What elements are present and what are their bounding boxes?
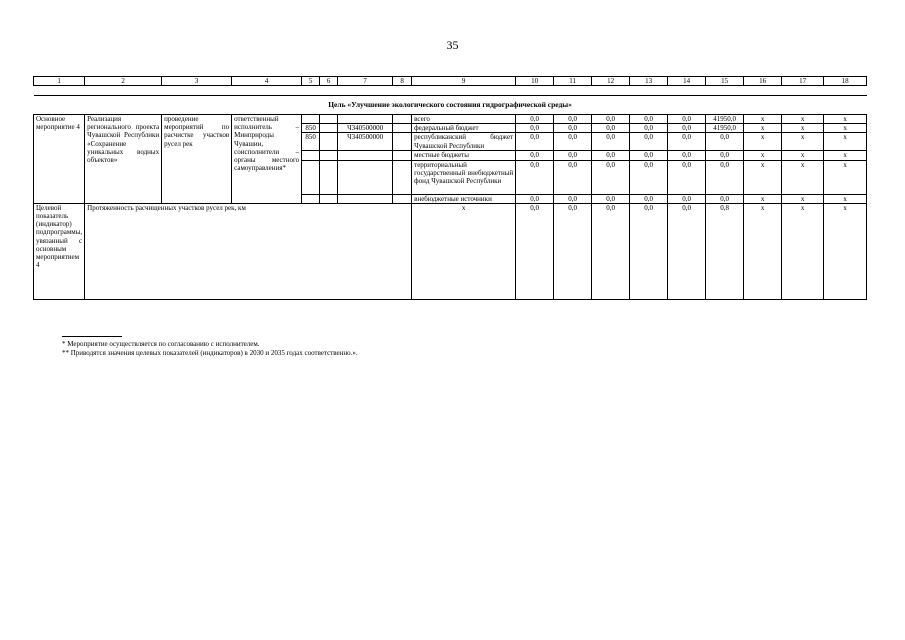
col-num: 15	[706, 77, 744, 86]
cell-col5: 850	[302, 133, 320, 151]
cell-value: 0,0	[706, 151, 744, 160]
footnote: * Мероприятие осуществляется по согласованию с исполнителем.	[62, 340, 260, 348]
cell-value: 0,0	[668, 133, 706, 151]
indicator-description: Протяженность расчищенных участков русел рек, км	[85, 203, 412, 299]
cell-value: 0,0	[706, 133, 744, 151]
measure-name: Основное мероприятие 4	[34, 115, 85, 204]
cell-value: 0,0	[706, 194, 744, 203]
cell-value: 0,0	[554, 133, 592, 151]
cell-value: 0,0	[592, 151, 630, 160]
cell-value: 0,0	[668, 160, 706, 194]
cell-value: 0,0	[592, 194, 630, 203]
cell-value: x	[782, 115, 824, 124]
section-title: Цель «Улучшение экологического состояния гидрографической среды»	[34, 96, 867, 115]
col-num: 2	[85, 77, 162, 86]
cell-value: x	[744, 203, 782, 299]
cell-col6	[320, 194, 338, 203]
col-num: 11	[554, 77, 592, 86]
cell-col6	[320, 124, 338, 133]
col-num: 9	[412, 77, 516, 86]
measure-description: Реализация регионального проекта Чувашской Республики «Сохранение уникальных водных объектов»	[85, 115, 162, 204]
cell-value: 0,0	[554, 115, 592, 124]
cell-value: x	[782, 194, 824, 203]
cell-value: x	[824, 151, 867, 160]
cell-value: 41950,0	[706, 115, 744, 124]
cell-source: территориальный государственный внебюджетный фонд Чувашской Республики	[412, 160, 516, 194]
col-num: 4	[232, 77, 302, 86]
cell-col8	[393, 133, 412, 151]
footnote-separator	[62, 336, 122, 337]
col-num: 8	[393, 77, 412, 86]
cell-value: 0,0	[516, 151, 554, 160]
cell-source: внебюджетные источники	[412, 194, 516, 203]
col-num: 18	[824, 77, 867, 86]
cell-value: 0,0	[516, 203, 554, 299]
table-row	[34, 115, 867, 124]
cell-source: республиканский бюджет Чувашской Республики	[412, 133, 516, 151]
cell-col6	[320, 160, 338, 194]
cell-col7	[338, 194, 393, 203]
cell-value: x	[824, 203, 867, 299]
col-num: 17	[782, 77, 824, 86]
cell-col5	[302, 160, 320, 194]
cell-value: 0,0	[516, 133, 554, 151]
cell-value: x	[782, 133, 824, 151]
cell-value: x	[744, 124, 782, 133]
cell-value: x	[782, 124, 824, 133]
cell-value: x	[782, 160, 824, 194]
cell-value: 0,0	[516, 160, 554, 194]
page-number: 35	[446, 38, 459, 52]
cell-source: всего	[412, 115, 516, 124]
cell-col7	[338, 160, 393, 194]
cell-col8	[393, 124, 412, 133]
cell-value: 0,0	[668, 203, 706, 299]
col-num: 13	[630, 77, 668, 86]
col-num: 14	[668, 77, 706, 86]
cell-col8	[393, 151, 412, 160]
cell-value: x	[744, 160, 782, 194]
cell-value: 0,0	[554, 203, 592, 299]
cell-col8	[393, 115, 412, 124]
cell-value: 0,0	[592, 203, 630, 299]
cell-value: 0,8	[706, 203, 744, 299]
cell-value: 0,0	[516, 194, 554, 203]
cell-value: x	[782, 151, 824, 160]
cell-value: x	[744, 115, 782, 124]
cell-value: 0,0	[668, 194, 706, 203]
cell-value: x	[744, 194, 782, 203]
section-title-row	[34, 96, 867, 115]
col-num: 6	[320, 77, 338, 86]
cell-value: x	[744, 133, 782, 151]
cell-value: 0,0	[630, 133, 668, 151]
col-num: 16	[744, 77, 782, 86]
measure-activity: проведение мероприятий по расчистке участков русел рек	[162, 115, 232, 204]
cell-value: x	[824, 124, 867, 133]
col-num: 3	[162, 77, 232, 86]
cell-col6	[320, 115, 338, 124]
cell-value: 0,0	[554, 151, 592, 160]
cell-value: 0,0	[554, 160, 592, 194]
col-num: 5	[302, 77, 320, 86]
cell-col7	[338, 151, 393, 160]
cell-source: местные бюджеты	[412, 151, 516, 160]
program-table	[33, 76, 867, 300]
cell-value: 0,0	[668, 124, 706, 133]
cell-value: 0,0	[592, 124, 630, 133]
cell-col8	[393, 160, 412, 194]
cell-value: 0,0	[592, 133, 630, 151]
cell-col7	[338, 115, 393, 124]
cell-value: x	[824, 115, 867, 124]
cell-col6	[320, 133, 338, 151]
cell-col5	[302, 115, 320, 124]
indicator-row	[34, 203, 867, 299]
column-numbers-row	[34, 77, 867, 86]
cell-value: 0,0	[592, 160, 630, 194]
cell-col8	[393, 194, 412, 203]
col-num: 7	[338, 77, 393, 86]
cell-value: 0,0	[630, 160, 668, 194]
col-num: 12	[592, 77, 630, 86]
footnotes	[62, 340, 358, 358]
cell-col6	[320, 151, 338, 160]
spacer-cell	[34, 86, 867, 96]
cell-value: 0,0	[554, 124, 592, 133]
cell-value: 0,0	[516, 115, 554, 124]
cell-col5	[302, 151, 320, 160]
cell-value: 0,0	[630, 203, 668, 299]
indicator-col9: x	[412, 203, 516, 299]
col-num: 10	[516, 77, 554, 86]
cell-value: 0,0	[630, 151, 668, 160]
cell-value: x	[824, 133, 867, 151]
cell-value: 0,0	[706, 160, 744, 194]
cell-source: федеральный бюджет	[412, 124, 516, 133]
cell-value: 0,0	[592, 115, 630, 124]
spacer-row	[34, 86, 867, 96]
cell-value: 0,0	[630, 194, 668, 203]
cell-value: 0,0	[630, 115, 668, 124]
cell-value: x	[824, 160, 867, 194]
cell-value: 0,0	[668, 115, 706, 124]
col-num: 1	[34, 77, 85, 86]
cell-col7: Ч340500000	[338, 124, 393, 133]
footnote: ** Приводятся значения целевых показателей (индикаторов) в 2030 и 2035 годах соответственно.».	[62, 349, 358, 357]
indicator-name: Целевой показатель (индикатор) подпрограммы, увязанный с основным мероприятием 4	[34, 203, 85, 299]
cell-col5: 850	[302, 124, 320, 133]
cell-col7: Ч340500000	[338, 133, 393, 151]
cell-value: 0,0	[516, 124, 554, 133]
cell-value: 0,0	[630, 124, 668, 133]
cell-value: x	[744, 151, 782, 160]
cell-value: x	[782, 203, 824, 299]
cell-value: 0,0	[554, 194, 592, 203]
cell-value: x	[824, 194, 867, 203]
measure-executor: ответственный исполнитель – Минприроды Чувашии, соисполнители – органы местного самоуправления*	[232, 115, 302, 204]
cell-value: 0,0	[668, 151, 706, 160]
cell-col5	[302, 194, 320, 203]
cell-value: 41950,0	[706, 124, 744, 133]
